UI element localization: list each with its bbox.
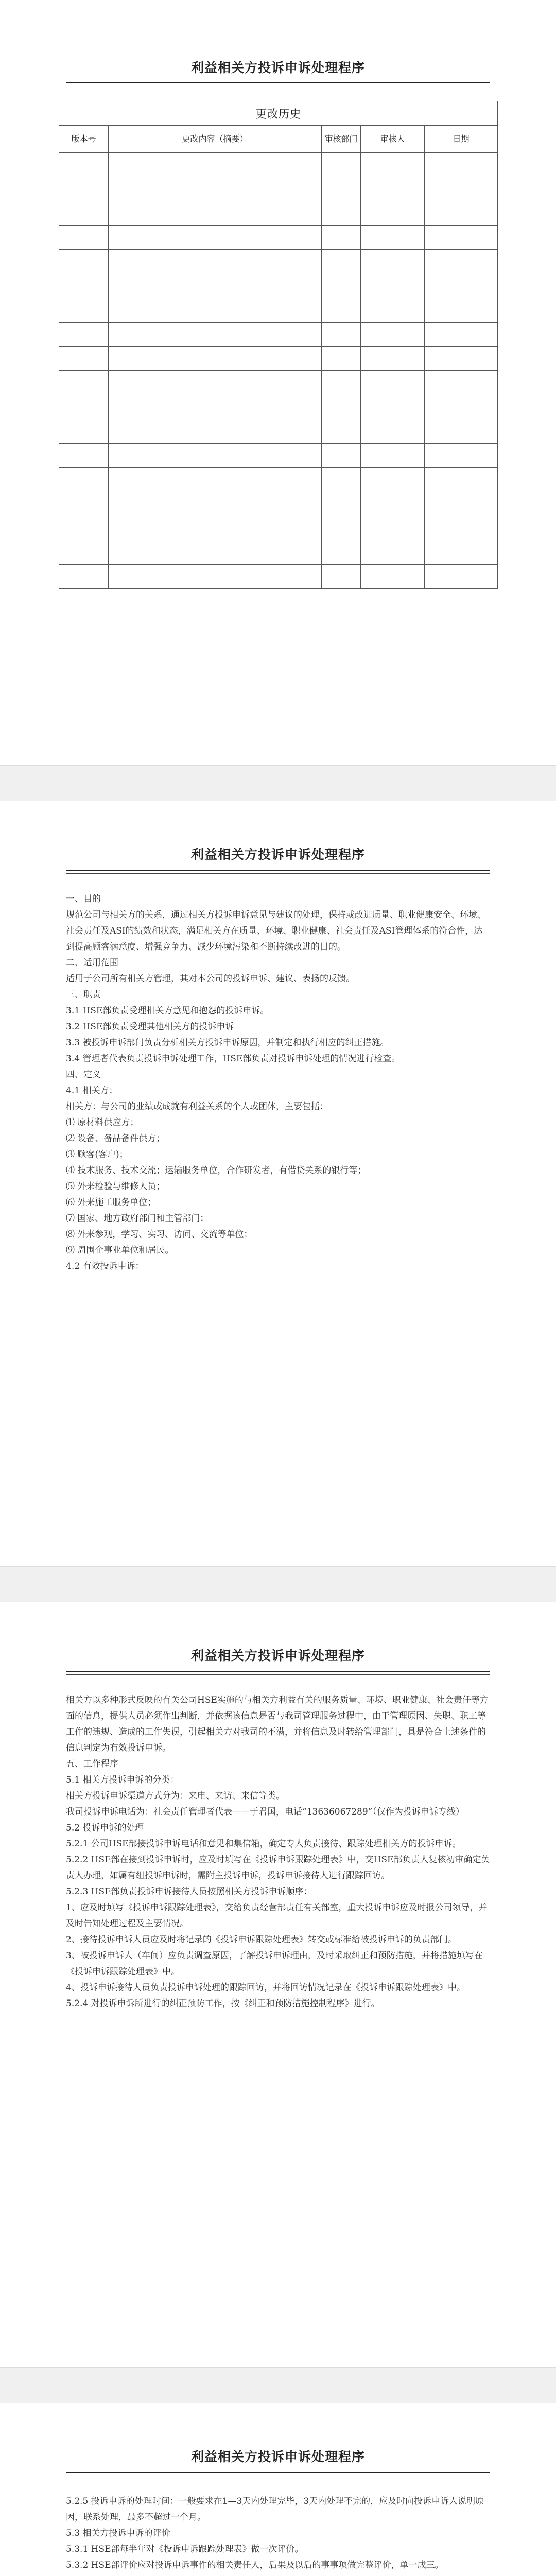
paragraph: 5.3.2 HSE部评价应对投诉申诉事件的相关责任人，后果及以后的事事项做完整评价，单一成三。 [66, 2560, 444, 2570]
revision-cell [322, 153, 361, 177]
paragraph: 5.2.3 HSE部负责投诉申诉接待人员按照相关方投诉申诉顺序： [66, 1887, 312, 1897]
paragraph: ⑼ 周围企事业单位和居民。 [66, 1245, 174, 1256]
revision-cell [425, 274, 498, 298]
revision-cell [109, 347, 322, 371]
paragraph: 1、应及时填写《投诉申诉跟踪处理表》，交给负责经营部责任有关部室，重大投诉申诉应及时报公司领导，并及时告知处理过程及主要情况。 [66, 1903, 488, 1929]
revision-cell [109, 201, 322, 226]
revision-cell [361, 323, 425, 347]
revision-cell [322, 274, 361, 298]
revision-cell [322, 444, 361, 468]
revision-cell [109, 274, 322, 298]
paragraph: ⑻ 外来参观，学习、实习、访问、交流等单位； [66, 1229, 253, 1240]
revision-cell [109, 250, 322, 274]
paragraph: 四、定义 [66, 1070, 101, 1080]
paragraph: 5.2.2 HSE部在接到投诉申诉时，应及时填写在《投诉申诉跟踪处理表》中，交HSE部负责人复核初审确定负责人办理，如属有组投诉申诉时，需附主投诉申诉，投诉申诉接待人进行跟踪回访。 [66, 1855, 490, 1881]
paragraph: 一、目的 [66, 894, 101, 904]
revision-cell [322, 177, 361, 201]
page-gap [0, 765, 556, 801]
paragraph: ⑴ 原材料供应方； [66, 1117, 139, 1128]
revision-cell [322, 250, 361, 274]
revision-cell [59, 153, 109, 177]
paragraph: 二、适用范围 [66, 958, 118, 968]
revision-row [59, 347, 498, 371]
revision-cell [322, 347, 361, 371]
col-header-date: 日期 [425, 126, 498, 153]
col-header-reviewer: 审核人 [361, 126, 425, 153]
revision-cell [109, 323, 322, 347]
revision-cell [109, 177, 322, 201]
revision-cell [361, 201, 425, 226]
revision-cell [59, 371, 109, 395]
revision-cell [361, 298, 425, 323]
revision-cell [361, 274, 425, 298]
paragraph: ⑺ 国家、地方政府部门和主管部门； [66, 1213, 209, 1224]
revision-cell [361, 250, 425, 274]
revision-cell [322, 201, 361, 226]
paragraph: 相关方：与公司的业绩或成就有利益关系的个人或团体，主要包括： [66, 1101, 328, 1112]
revision-cell [109, 565, 322, 589]
revision-row [59, 371, 498, 395]
revision-row [59, 395, 498, 419]
revision-cell [109, 298, 322, 323]
col-header-change-content: 更改内容（摘要） [109, 126, 322, 153]
page-gap [0, 1566, 556, 1602]
paragraph: 三、职责 [66, 990, 101, 1000]
revision-cell [425, 516, 498, 540]
paragraph: 5.2 投诉申诉的处理 [66, 1823, 144, 1833]
revision-cell [322, 540, 361, 565]
revision-row [59, 540, 498, 565]
revision-cell [361, 395, 425, 419]
revision-cell [322, 298, 361, 323]
revision-cell [425, 540, 498, 565]
revision-cell [361, 153, 425, 177]
revision-cell [425, 565, 498, 589]
paragraph: 3、被投诉申诉人（车间）应负责调查原因，了解投诉申诉理由，及时采取纠正和预防措施，并将措施填写在《投诉申诉跟踪处理表》中。 [66, 1951, 483, 1977]
revision-cell [59, 444, 109, 468]
revision-row [59, 444, 498, 468]
revision-cell [109, 468, 322, 492]
title-rule-thin [66, 1674, 490, 1675]
revision-row [59, 419, 498, 444]
revision-row [59, 323, 498, 347]
revision-cell [109, 395, 322, 419]
revision-row [59, 274, 498, 298]
revision-cell [59, 177, 109, 201]
paragraph: 4、投诉申诉接待人员负责投诉申诉处理的跟踪回访，并将回访情况记录在《投诉申诉跟踪处理表》中。 [66, 1982, 465, 1993]
page-2-body [66, 891, 490, 1275]
revision-cell [109, 516, 322, 540]
paragraph: ⑷ 技术服务、技术交流；运输服务单位，合作研发者，有借贷关系的银行等； [66, 1165, 367, 1176]
revision-row [59, 177, 498, 201]
revision-row [59, 565, 498, 589]
revision-cell [109, 444, 322, 468]
revision-cell [322, 492, 361, 516]
revision-cell [425, 371, 498, 395]
paragraph: 5.1 相关方投诉申诉的分类： [66, 1775, 179, 1785]
revision-cell [425, 298, 498, 323]
revision-cell [59, 516, 109, 540]
paragraph: 5.3 相关方投诉申诉的评价 [66, 2528, 170, 2538]
revision-cell [59, 492, 109, 516]
paragraph: ⑵ 设备、备品备件供方； [66, 1133, 165, 1144]
page-1 [0, 0, 556, 765]
revision-cell [361, 492, 425, 516]
paragraph: 5.2.1 公司HSE部接投诉申诉电话和意见和集信箱，确定专人负责接待、跟踪处理相关方的投诉申诉。 [66, 1839, 461, 1849]
revision-row [59, 298, 498, 323]
revision-cell [425, 419, 498, 444]
page-title: 利益相关方投诉申诉处理程序 [190, 1648, 365, 1663]
revision-cell [322, 468, 361, 492]
revision-cell [109, 492, 322, 516]
revision-cell [322, 516, 361, 540]
paragraph: 5.2.4 对投诉申诉所进行的纠正预防工作，按《纠正和预防措施控制程序》进行。 [66, 1998, 380, 2009]
page-4 [0, 2403, 556, 2576]
revision-cell [425, 201, 498, 226]
revision-cell [322, 419, 361, 444]
paragraph: 3.3 被投诉申诉部门负责分析相关方投诉申诉原因，并制定和执行相应的纠正措施。 [66, 1038, 389, 1048]
revision-row [59, 492, 498, 516]
revision-cell [59, 395, 109, 419]
revision-row [59, 250, 498, 274]
revision-cell [59, 250, 109, 274]
revision-cell [322, 565, 361, 589]
revision-cell [361, 347, 425, 371]
revision-cell [361, 444, 425, 468]
revision-cell [361, 419, 425, 444]
title-rule-thin [66, 873, 490, 874]
revision-cell [361, 540, 425, 565]
revision-row [59, 468, 498, 492]
page-3 [0, 1602, 556, 2367]
paragraph: 4.2 有效投诉申诉： [66, 1261, 144, 1272]
revision-cell [59, 274, 109, 298]
paragraph: 3.1 HSE部负责受理相关方意见和抱怨的投诉申诉。 [66, 1006, 269, 1016]
revision-cell [361, 371, 425, 395]
revision-cell [322, 323, 361, 347]
revision-cell [59, 419, 109, 444]
revision-cell [322, 226, 361, 250]
revision-cell [425, 226, 498, 250]
revision-history-table [59, 101, 498, 589]
page-4-body [66, 2494, 490, 2576]
revision-cell [425, 250, 498, 274]
paragraph: ⑶ 顾客(客户)； [66, 1149, 128, 1160]
revision-cell [322, 371, 361, 395]
col-header-review-dept: 审核部门 [322, 126, 361, 153]
revision-cell [361, 565, 425, 589]
paragraph: 4.1 相关方： [66, 1086, 118, 1096]
revision-history-caption: 更改历史 [59, 101, 498, 126]
paragraph [66, 2573, 490, 2576]
revision-cell [425, 347, 498, 371]
revision-cell [59, 347, 109, 371]
col-header-version: 版本号 [59, 126, 109, 153]
revision-cell [425, 323, 498, 347]
revision-cell [109, 371, 322, 395]
revision-cell [425, 153, 498, 177]
revision-cell [59, 323, 109, 347]
paragraph: ⑹ 外来施工服务单位； [66, 1197, 157, 1208]
revision-cell [59, 226, 109, 250]
revision-cell [425, 468, 498, 492]
paragraph: 适用于公司所有相关方管理，其对本公司的投诉申诉、建议、表扬的反馈。 [66, 974, 355, 984]
revision-cell [425, 444, 498, 468]
revision-cell [361, 177, 425, 201]
title-rule [66, 870, 490, 871]
title-rule [66, 1671, 490, 1672]
page-gap [0, 2367, 556, 2403]
revision-cell [322, 395, 361, 419]
revision-row [59, 153, 498, 177]
revision-cell [361, 468, 425, 492]
revision-row [59, 516, 498, 540]
revision-cell [109, 419, 322, 444]
paragraph: 5.3.1 HSE部每半年对《投诉申诉跟踪处理表》做一次评价。 [66, 2544, 304, 2554]
paragraph: 5.2.5 投诉申诉的处理时间：一般要求在1—3天内处理完毕，3天内处理不完的，应及时向投诉申诉人说明原因，联系处理，最多不超过一个月。 [66, 2496, 484, 2522]
paragraph: 我司投诉申诉电话为：社会责任管理者代表——于君国，电话“13636067289”（仅作为投诉申诉专线） [66, 1807, 464, 1817]
revision-cell [109, 540, 322, 565]
page-2 [0, 801, 556, 1566]
paragraph: 3.4 管理者代表负责投诉申诉处理工作，HSE部负责对投诉申诉处理的情况进行检查。 [66, 1054, 401, 1064]
revision-cell [59, 565, 109, 589]
revision-row [59, 226, 498, 250]
revision-cell [109, 153, 322, 177]
paragraph: 规范公司与相关方的关系，通过相关方投诉申诉意见与建议的处理，保持或改进质量、职业健康安全、环境、社会责任及ASI的绩效和状态，满足相关方在质量、环境、职业健康、社会责任及ASI管理体系的符合性，达到提高顾客满意度、增强竞争力、减少环境污染和不断持续改进的目的。 [66, 910, 486, 952]
paragraph: ⑸ 外来检验与维修人员； [66, 1181, 165, 1192]
paragraph: 相关方以多种形式反映的有关公司HSE实施的与相关方利益有关的服务质量、环境、职业健康、社会责任等方面的信息，提供人员必须作出判断，并依据该信息是否与我司管理服务过程中，由于管理原因、失职、职工等工作的违规、造成的工作失误，引起相关方对我司的不满，并将信息及时转给管理部门，具是符合上述条件的信息判定为有效投诉申诉。 [66, 1695, 489, 1753]
title-rule [66, 2472, 490, 2473]
page-title: 利益相关方投诉申诉处理程序 [190, 60, 365, 75]
revision-cell [59, 201, 109, 226]
revision-cell [425, 395, 498, 419]
title-rule [66, 82, 490, 83]
paragraph: 相关方投诉申诉渠道方式分为：来电、来访、来信等类。 [66, 1791, 285, 1801]
page-title: 利益相关方投诉申诉处理程序 [190, 2449, 365, 2464]
revision-cell [59, 298, 109, 323]
revision-cell [425, 492, 498, 516]
paragraph: 五、工作程序 [66, 1759, 118, 1769]
revision-cell [59, 540, 109, 565]
page-3-body [66, 1692, 490, 2012]
page-title: 利益相关方投诉申诉处理程序 [190, 847, 365, 862]
paragraph: 2、接待投诉申诉人员应及时将记录的《投诉申诉跟踪处理表》转交或标准给被投诉申诉的负责部门。 [66, 1935, 457, 1945]
paragraph: 3.2 HSE部负责受理其他相关方的投诉申诉 [66, 1022, 234, 1032]
revision-row [59, 201, 498, 226]
revision-cell [109, 226, 322, 250]
revision-cell [59, 468, 109, 492]
revision-cell [361, 226, 425, 250]
revision-cell [425, 177, 498, 201]
revision-cell [361, 516, 425, 540]
